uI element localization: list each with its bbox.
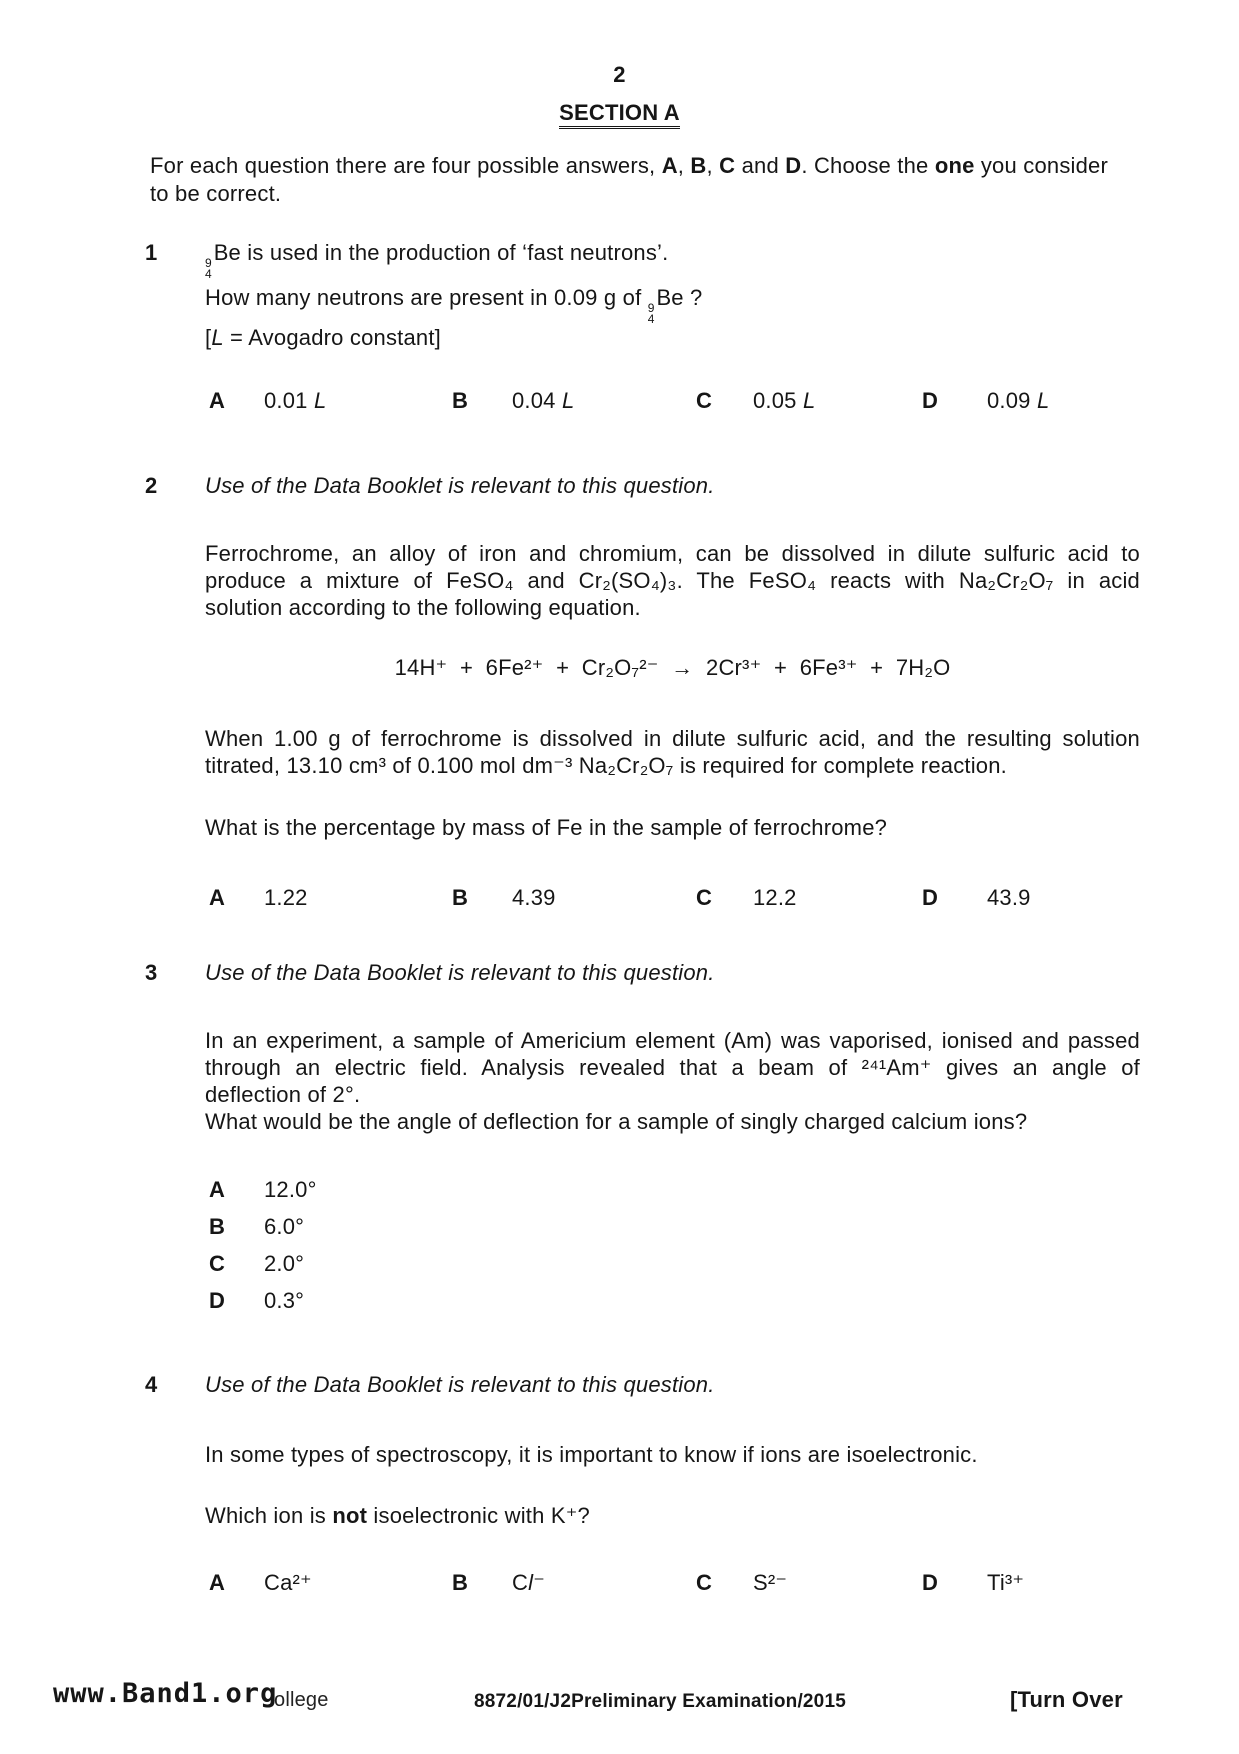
option-letter: D [922, 1570, 939, 1595]
option-value: 0.3° [264, 1288, 305, 1313]
question-3-number: 3 [145, 960, 158, 985]
question-1-number: 1 [145, 240, 158, 265]
watermark-url: www.Band1.org [53, 1678, 278, 1709]
question-3-intro: Use of the Data Booklet is relevant to this question. [205, 960, 715, 985]
option-value: 0.05 L [753, 388, 816, 413]
question-4-number: 4 [145, 1372, 158, 1397]
isotope-stack: 9 4 [205, 256, 212, 281]
option-letter: B [209, 1214, 226, 1239]
option-letter: C [696, 1570, 713, 1595]
option-letter: A [209, 1177, 226, 1202]
option-value: 6.0° [264, 1214, 305, 1239]
option-value: 0.01 L [264, 388, 327, 413]
turn-over-label: [Turn Over [1010, 1687, 1123, 1712]
option-value: 1.22 [264, 885, 308, 910]
option-letter: D [209, 1288, 226, 1313]
question-2-paragraph-2 [205, 725, 1140, 779]
question-4-paragraph: In some types of spectroscopy, it is important to know if ions are isoelectronic. [205, 1442, 978, 1467]
option-value: 0.04 L [512, 388, 575, 413]
option-value: 4.39 [512, 885, 556, 910]
option-letter: D [922, 885, 939, 910]
option-letter: D [922, 388, 939, 413]
question-3-question: What would be the angle of deflection for a sample of singly charged calcium ions? [205, 1109, 1028, 1134]
option-letter: B [452, 1570, 469, 1595]
instructions-line-1: For each question there are four possible answers, A, B, C and D. Choose the one you consider [150, 153, 1109, 178]
page-number: 2 [613, 62, 626, 87]
question-2-number: 2 [145, 473, 158, 498]
school-name-fragment: ollege [274, 1689, 329, 1711]
option-letter: C [209, 1251, 226, 1276]
option-value: Ca²⁺ [264, 1570, 312, 1595]
instructions [150, 152, 1108, 208]
question-1-note: [L = Avogadro constant] [205, 325, 441, 350]
option-value: 43.9 [987, 885, 1031, 910]
section-title-text: SECTION A [559, 100, 680, 129]
option-value: 2.0° [264, 1251, 305, 1276]
option-value: S²⁻ [753, 1570, 788, 1595]
question-1-line-1: 9 4 Be is used in the production of ‘fast neutrons’. [205, 240, 669, 281]
option-letter: A [209, 885, 226, 910]
question-4-intro: Use of the Data Booklet is relevant to this question. [205, 1372, 715, 1397]
question-4-question: Which ion is not isoelectronic with K⁺? [205, 1503, 590, 1528]
isotope-stack: 9 4 [647, 301, 655, 326]
option-value: Cl⁻ [512, 1570, 545, 1595]
paragraph-line: In an experiment, a sample of Americium element (Am) was vaporised, ionised and passed [205, 1028, 1140, 1053]
section-title [0, 100, 1239, 126]
option-letter: A [209, 388, 226, 413]
option-value: 12.2 [753, 885, 797, 910]
chemical-equation: 14H⁺ + 6Fe²⁺ + Cr₂O₇²⁻ → 2Cr³⁺ + 6Fe³⁺ + 7H₂O [394, 655, 951, 680]
option-value: Ti³⁺ [987, 1570, 1025, 1595]
question-2-paragraph-1 [205, 540, 1140, 621]
option-letter: B [452, 388, 469, 413]
question-3-option-c [0, 1251, 1239, 1281]
question-1-options-row [0, 388, 1239, 418]
question-3-option-a [0, 1177, 1239, 1207]
instructions-line-2: to be correct. [150, 181, 282, 206]
option-value: 0.09 L [987, 388, 1050, 413]
question-4-options-row [0, 1570, 1239, 1604]
question-1-line-2: How many neutrons are present in 0.09 g of 9 4 Be ? [205, 285, 703, 326]
question-2-question: What is the percentage by mass of Fe in the sample of ferrochrome? [205, 815, 888, 840]
question-2-intro: Use of the Data Booklet is relevant to this question. [205, 473, 715, 498]
paragraph-line: titrated, 13.10 cm³ of 0.100 mol dm⁻³ Na₂Cr₂O₇ is required for complete reaction. [205, 753, 1007, 778]
paragraph-line: produce a mixture of FeSO₄ and Cr₂(SO₄)₃. The FeSO₄ reacts with Na₂Cr₂O₇ in acid [205, 568, 1140, 593]
option-letter: C [696, 885, 713, 910]
paragraph-line: solution according to the following equation. [205, 595, 641, 620]
question-3-option-b [0, 1214, 1239, 1244]
paragraph-line: When 1.00 g of ferrochrome is dissolved in dilute sulfuric acid, and the resulting solution [205, 726, 1140, 751]
question-2-options-row [0, 885, 1239, 915]
footer-paper-reference: 8872/01/J2Preliminary Examination/2015 [474, 1691, 846, 1712]
option-letter: C [696, 388, 713, 413]
paragraph-line: Ferrochrome, an alloy of iron and chromium, can be dissolved in dilute sulfuric acid to [205, 541, 1140, 566]
option-letter: B [452, 885, 469, 910]
paragraph-line: through an electric field. Analysis revealed that a beam of ²⁴¹Am⁺ gives an angle of [205, 1055, 1140, 1080]
paragraph-line: deflection of 2°. [205, 1082, 361, 1107]
option-value: 12.0° [264, 1177, 317, 1202]
question-3-paragraph [205, 1027, 1140, 1135]
option-letter: A [209, 1570, 226, 1595]
question-3-option-d [0, 1288, 1239, 1318]
